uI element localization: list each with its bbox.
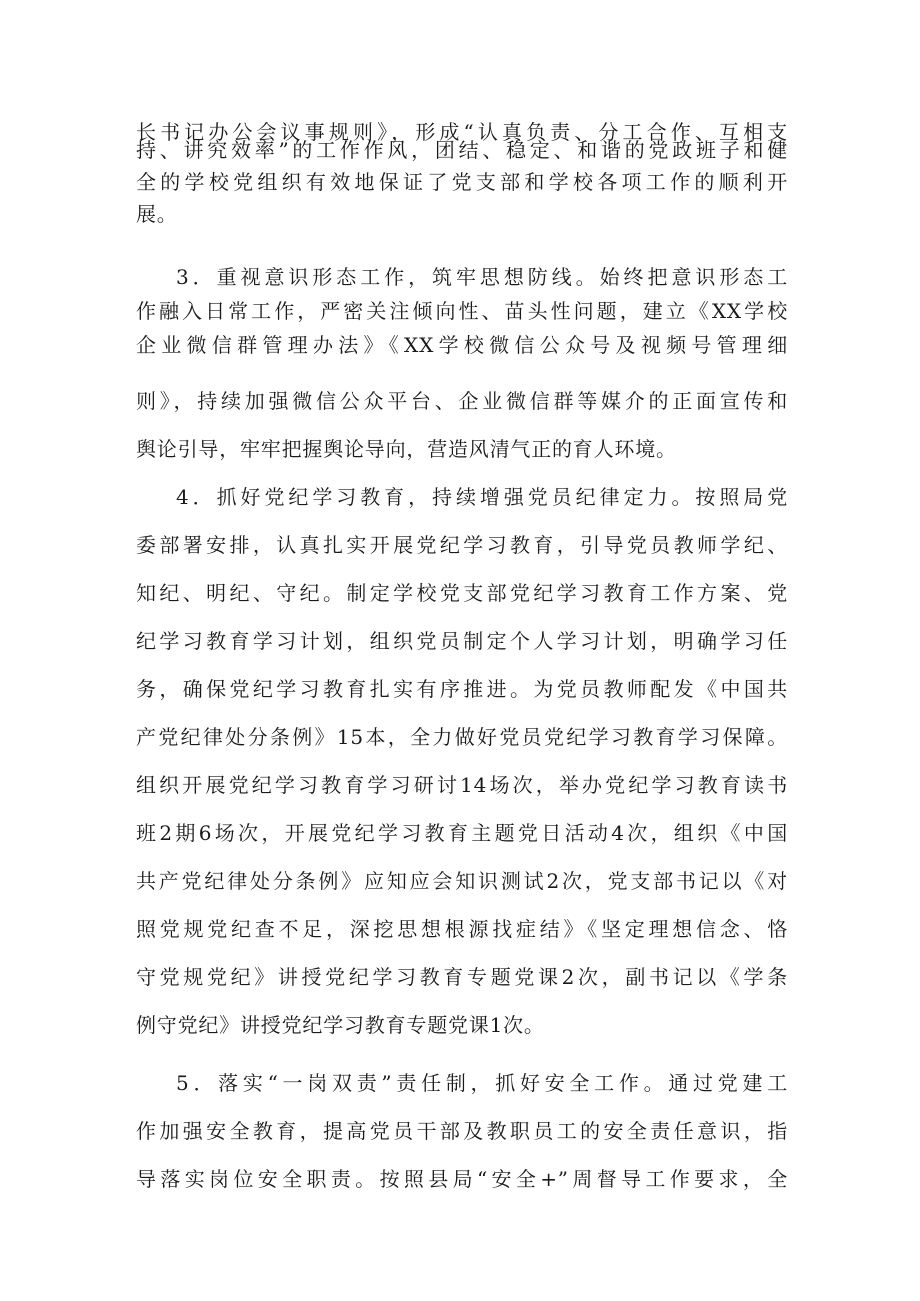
text-line: 守党规党纪》讲授党纪学习教育专题党课2次，副书记以《学条	[136, 965, 788, 989]
text-line: 4．抓好党纪学习教育，持续增强党员纪律定力。按照局党	[176, 485, 788, 509]
text-line: 知纪、明纪、守纪。制定学校党支部党纪学习教育工作方案、党	[136, 581, 788, 605]
text-line: 组织开展党纪学习教育学习研讨14场次，举办党纪学习教育读书	[136, 773, 788, 797]
text-line: 导落实岗位安全职责。按照县局“安全+”周督导工作要求，全	[136, 1167, 788, 1191]
text-line: 纪学习教育学习计划，组织党员制定个人学习计划，明确学习任	[136, 629, 788, 653]
text-line: 则》，持续加强微信公众平台、企业微信群等媒介的正面宣传和	[136, 389, 788, 413]
text-line: 全的学校党组织有效地保证了党支部和学校各项工作的顺利开	[136, 170, 788, 194]
text-line: 企业微信群管理办法》《XX学校微信公众号及视频号管理细	[136, 333, 788, 357]
text-line: 展。	[136, 202, 178, 226]
text-line: 务，确保党纪学习教育扎实有序推进。为党员教师配发《中国共	[136, 677, 788, 701]
text-line: 作融入日常工作，严密关注倾向性、苗头性问题，建立《XX学校	[136, 299, 788, 323]
text-line: 3．重视意识形态工作，筑牢思想防线。始终把意识形态工	[176, 265, 788, 289]
text-line: 例守党纪》讲授党纪学习教育专题党课1次。	[136, 1013, 545, 1037]
text-line: 长书记办公会议事规则》，形成“认真负责、分工合作、互相支	[136, 120, 788, 144]
text-line: 照党规党纪查不足，深挖思想根源找症结》《坚定理想信念、恪	[136, 917, 788, 941]
text-line: 委部署安排，认真扎实开展党纪学习教育，引导党员教师学纪、	[136, 533, 788, 557]
text-line: 5．落实“一岗双责”责任制，抓好安全工作。通过党建工	[176, 1071, 788, 1095]
text-line: 持、讲究效率”的工作作风，团结、稳定、和谐的党政班子和健	[136, 138, 788, 162]
text-line: 班2期6场次，开展党纪学习教育主题党日活动4次，组织《中国	[136, 821, 788, 845]
text-line: 舆论引导，牢牢把握舆论导向，营造风清气正的育人环境。	[136, 437, 677, 461]
text-line: 产党纪律处分条例》15本，全力做好党员党纪学习教育学习保障。	[136, 725, 788, 749]
text-line: 作加强安全教育，提高党员干部及教职员工的安全责任意识，指	[136, 1119, 788, 1143]
text-line: 共产党纪律处分条例》应知应会知识测试2次，党支部书记以《对	[136, 869, 788, 893]
